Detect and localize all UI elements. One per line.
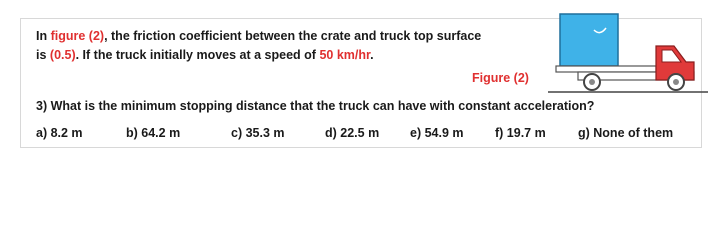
answer-option-g: g) None of them [578, 126, 674, 140]
problem-line-2-pre: is [36, 48, 50, 62]
question-text: 3) What is the minimum stopping distance that the truck can have with constant acceleration? [36, 99, 595, 113]
front-hub-shape [673, 79, 679, 85]
flatbed-shape [556, 66, 656, 72]
friction-coefficient-value: (0.5) [49, 48, 76, 62]
figure-reference: figure (2) [50, 29, 105, 43]
speed-value: 50 km/hr [319, 48, 371, 62]
answer-option-f: f) 19.7 m [495, 126, 546, 140]
problem-line-2-mid: . If the truck initially moves at a speed of [75, 48, 320, 62]
problem-line-1-pre: In [36, 29, 51, 43]
problem-line-1 [36, 29, 481, 44]
problem-line-1-post: , the friction coefficient between the crate and truck top surface [104, 29, 482, 43]
rear-hub-shape [589, 79, 595, 85]
problem-line-2 [36, 48, 374, 63]
answer-option-c: c) 35.3 m [231, 126, 285, 140]
answer-option-b: b) 64.2 m [126, 126, 181, 140]
answer-option-e: e) 54.9 m [410, 126, 464, 140]
problem-line-2-post: . [370, 48, 374, 62]
figure-caption: Figure (2) [472, 71, 529, 85]
answer-option-d: d) 22.5 m [325, 126, 380, 140]
crate-shape [560, 14, 618, 66]
truck-icon [548, 6, 708, 98]
answer-option-a: a) 8.2 m [36, 126, 83, 140]
